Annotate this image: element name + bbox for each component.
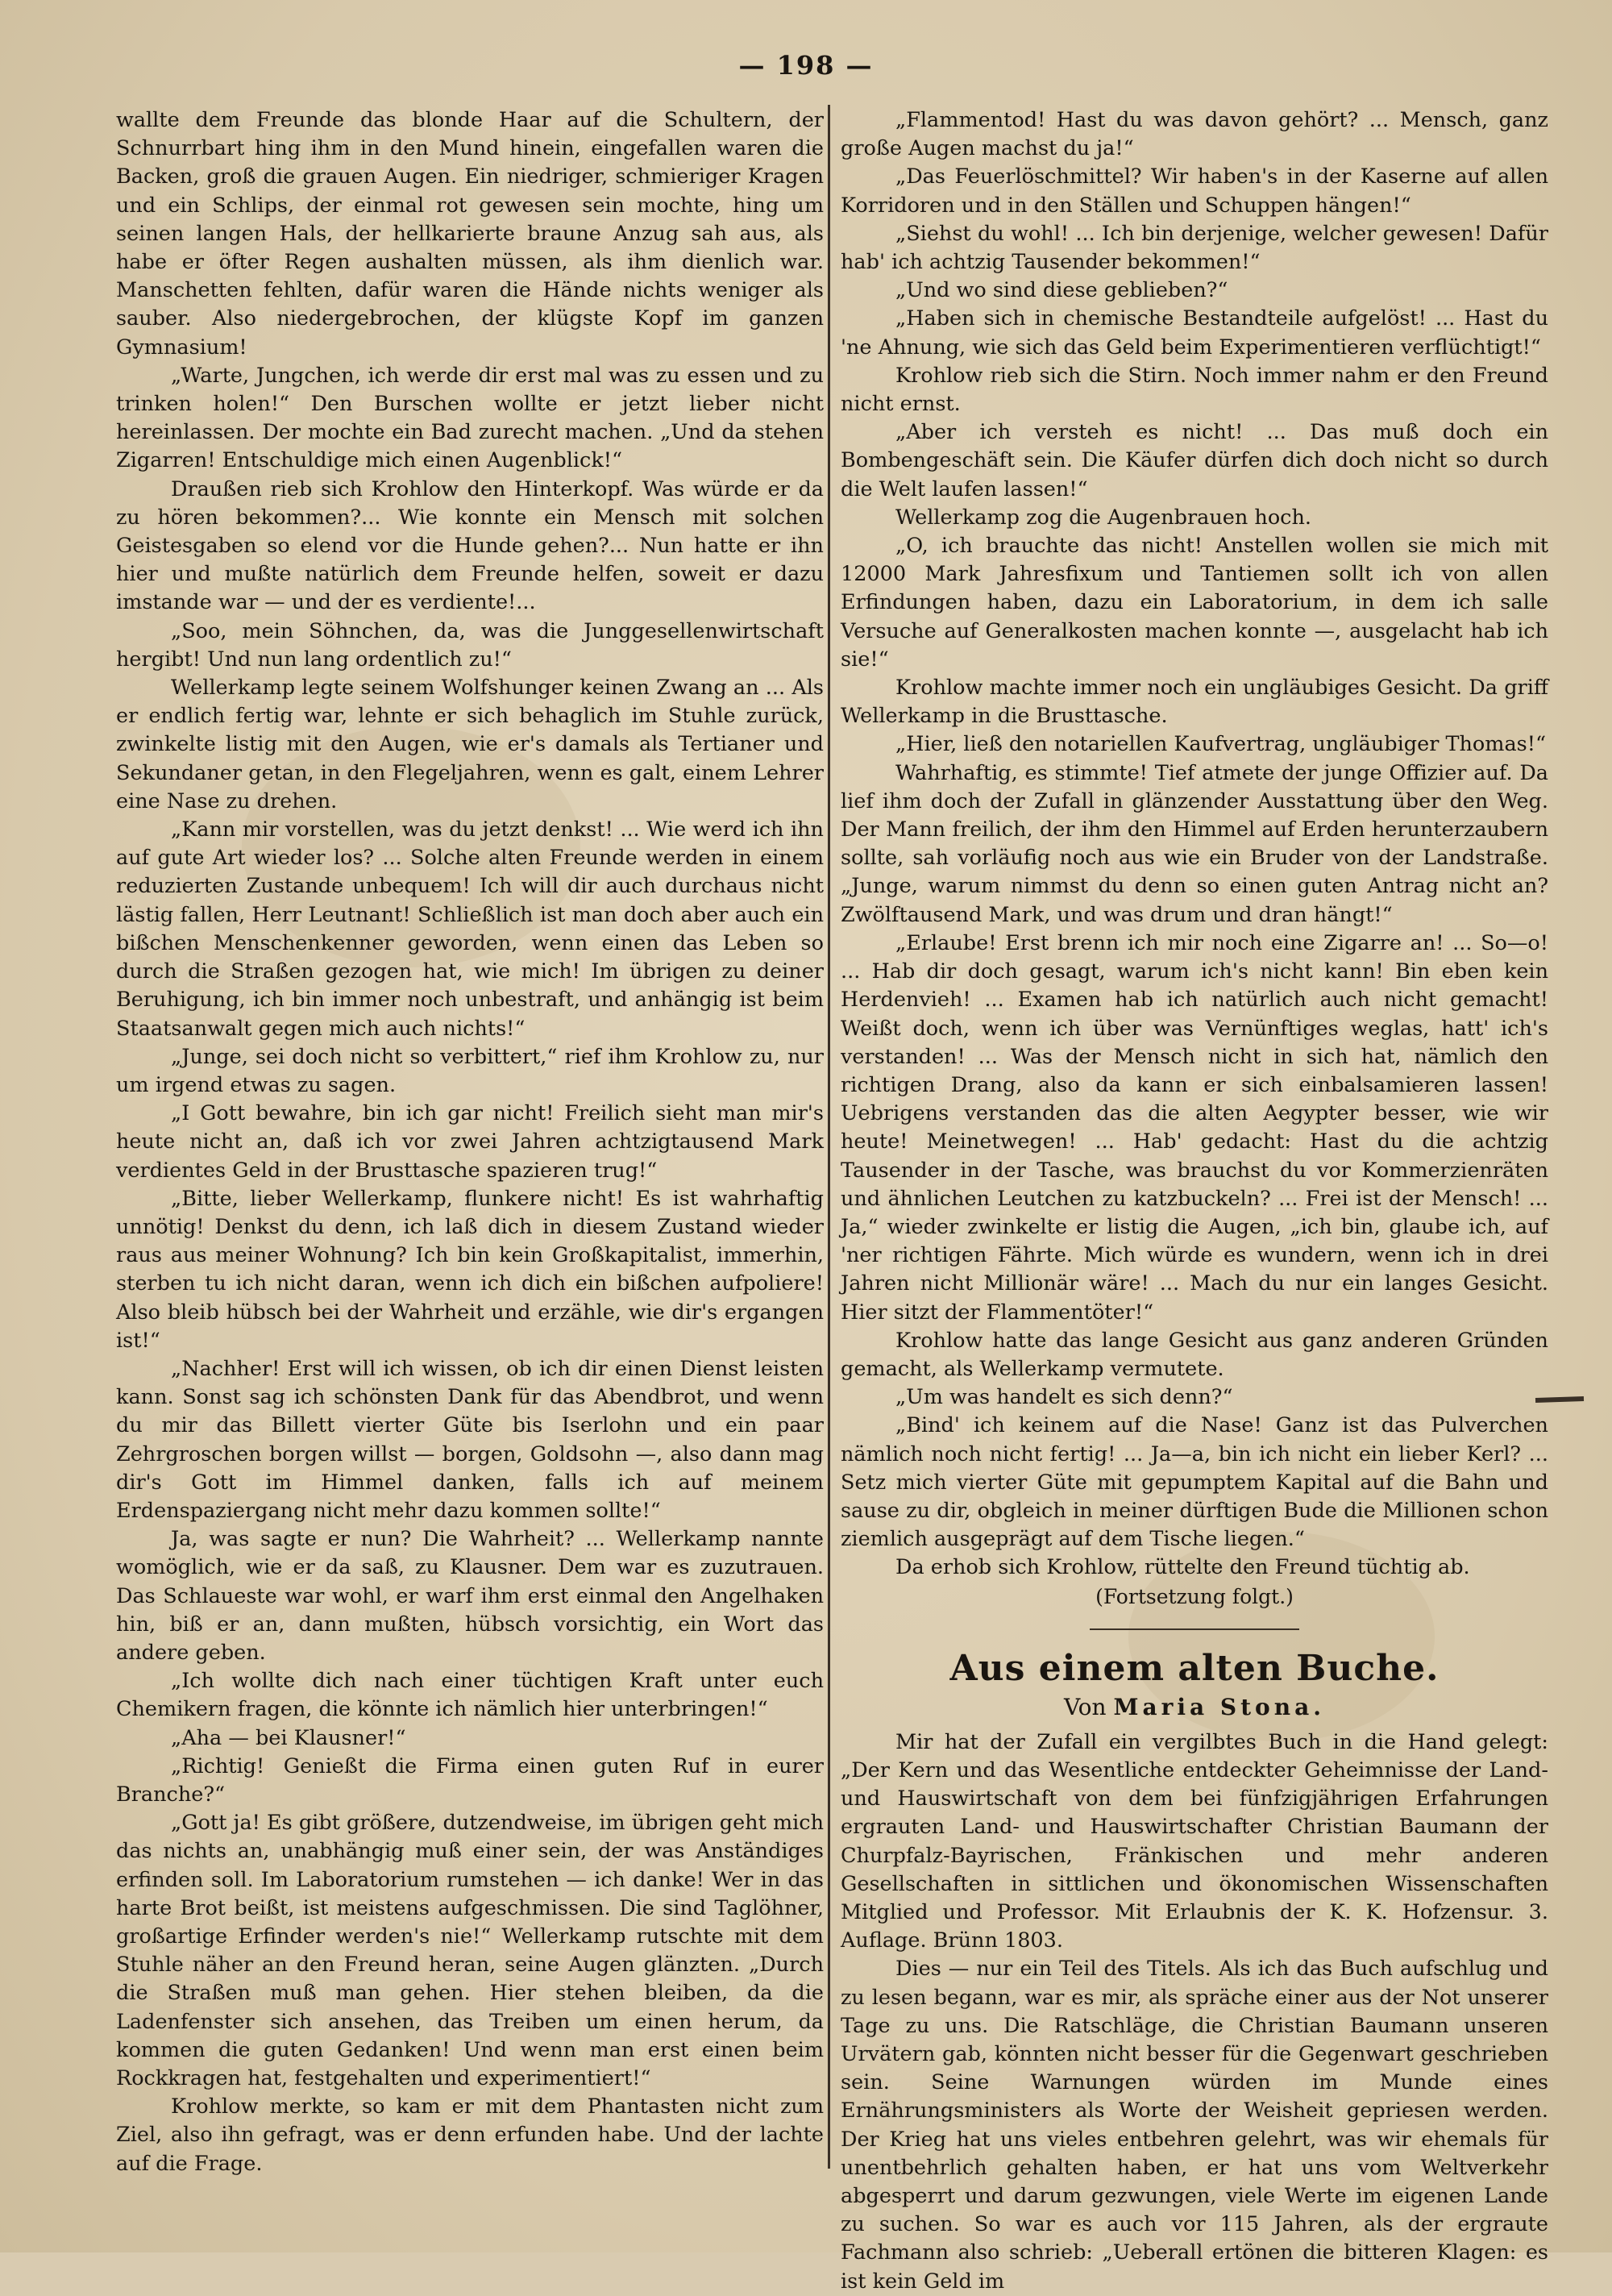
paragraph: „Junge, sei doch nicht so verbittert,“ rief ihm Krohlow zu, nur um irgend etwas zu sagen. <box>116 1044 824 1097</box>
paragraph: „Soo, mein Söhnchen, da, was die Junggesellenwirtschaft hergibt! Und nun lang ordentlich zu!“ <box>116 618 824 672</box>
paragraph: Krohlow merkte, so kam er mit dem Phantasten nicht zum Ziel, also ihn gefragt, was er denn erfunden habe. Und der lachte auf die Frage. <box>116 2094 824 2176</box>
page-number: — 198 — <box>738 50 874 81</box>
paragraph: „Flammentod! Hast du was davon gehört? ... Mensch, ganz große Augen machst du ja!“ <box>841 108 1548 161</box>
column-divider <box>828 105 830 2169</box>
paragraph: „Kann mir vorstellen, was du jetzt denkst! ... Wie werd ich ihn auf gute Art wieder los? ... Solche alten Freunde werden in einem reduzierten Zustande unbequem! Ich will dir auch durchaus nicht lästig fallen, Herr Leutnant! Schließlich ist man doch aber auch ein bißchen Menschenkenner geworden, wenn einen das Leben so durch die Straßen gezogen hat, wie mich! Im übrigen zu deiner Beruhigung, ich bin immer noch unbestraft, und anhängig ist beim Staatsanwalt gegen mich auch nichts!“ <box>116 817 824 1041</box>
paragraph: Krohlow rieb sich die Stirn. Noch immer nahm er den Freund nicht ernst. <box>841 363 1548 417</box>
paragraph: „Aber ich versteh es nicht! ... Das muß doch ein Bombengeschäft sein. Die Käufer dürfen dich doch nicht so durch die Welt laufen lassen!“ <box>841 420 1548 501</box>
paragraph: „Bitte, lieber Wellerkamp, flunkere nicht! Es ist wahrhaftig unnötig! Denkst du denn, ich laß dich in diesem Zustand wieder raus aus meiner Wohnung? Ich bin kein Großkapitalist, immerhin, sterben tu ich nicht daran, wenn ich dich ein bißchen aufpoliere! Also bleib hübsch bei der Wahrheit und erzähle, wie dir's ergangen ist!“ <box>116 1186 824 1353</box>
paragraph: „Und wo sind diese geblieben?“ <box>895 278 1228 303</box>
margin-mark <box>1535 1396 1584 1403</box>
paragraph: Ja, was sagte er nun? Die Wahrheit? ... Wellerkamp nannte womöglich, wie er da saß, zu Klausner. Dem war es zuzutrauen. Das Schlaueste war wohl, er warf ihm erst einmal den Angelhaken hin, biß er an, dann mußten, hübsch vorsichtig, ein Wort das andere geben. <box>116 1527 824 1665</box>
continuation-note: (Fortsetzung folgt.) <box>1095 1584 1294 1608</box>
paragraph: „I Gott bewahre, bin ich gar nicht! Freilich sieht man mir's heute nicht an, daß ich vor zwei Jahren achtzigtausend Mark verdientes Geld in der Brusttasche spazieren trug!“ <box>116 1101 824 1183</box>
paragraph: „Ich wollte dich nach einer tüchtigen Kraft unter euch Chemikern fragen, die könnte ich nämlich hier unterbringen!“ <box>116 1669 824 1722</box>
paragraph: „Nachher! Erst will ich wissen, ob ich dir einen Dienst leisten kann. Sonst sag ich schönsten Dank für das Abendbrot, und wenn du mir das Billett vierter Güte bis Iserlohn und ein paar Zehrgroschen borgen willst — borgen, Goldsohn —, also dann mag dir's Gott im Himmel danken, falls ich auf meinem Erdenspaziergang nicht mehr dazu kommen sollte!“ <box>116 1356 824 1523</box>
paragraph: „Aha — bei Klausner!“ <box>171 1725 406 1750</box>
author-name: Maria Stona. <box>1113 1693 1325 1720</box>
paragraph: Krohlow machte immer noch ein ungläubiges Gesicht. Da griff Wellerkamp in die Brusttasche. <box>841 676 1548 729</box>
paragraph: Da erhob sich Krohlow, rüttelte den Freund tüchtig ab. <box>895 1555 1470 1580</box>
paragraph: „Erlaube! Erst brenn ich mir noch eine Zigarre an! ... So—o! ... Hab dir doch gesagt, warum ich's nicht kann! Bin eben kein Herdenvieh! ... Examen hab ich natürlich auch nicht gemacht! Weißt doch, wenn ich über was Vernünftiges weglas, hatt' ich's verstanden! ... Was der Mensch nicht in sich hat, nämlich den richtigen Drang, also da kann er sich einbalsamieren lassen! Uebrigens verstanden das die alten Aegypter besser, wie wir heute! Meinetwegen! ... Hab' gedacht: Hast du die achtzig Tausender in der Tasche, was brauchst du vor Kommerzienräten und ähnlichen Leutchen zu katzbuckeln? ... Frei ist der Mensch! ... Ja,“ wieder zwinkelte er listig die Augen, „ich bin, glaube ich, auf 'ner richtigen Fährte. Mich würde es wundern, wenn ich in drei Jahren nicht Millionär wäre! ... Mach du nur ein langes Gesicht. Hier sitzt der Flammentöter!“ <box>841 930 1548 1325</box>
paragraph: Krohlow hatte das lange Gesicht aus ganz anderen Gründen gemacht, als Wellerkamp vermutete. <box>841 1328 1548 1381</box>
article-separator <box>1090 1628 1299 1630</box>
paragraph: Dies — nur ein Teil des Titels. Als ich das Buch aufschlug und zu lesen begann, war es mir, als spräche einer aus der Not unserer Tage zu uns. Die Ratschläge, die Christian Baumann unseren Urvätern gab, könnten nicht besser für die Gegenwart geschrieben sein. Seine Warnungen würden im Munde eines Ernährungsministers als Worte der Weisheit gepriesen werden. Der Krieg hat uns vieles entbehren gelehrt, was wir ehemals für unentbehrlich gehalten haben, er hat uns vom Weltverkehr abgesperrt und darum gezwungen, viele Werte im eigenen Lande zu suchen. So war es auch vor 115 Jahren, als der ergraute Fachmann also schrieb: „Ueberall ertönen die bitteren Klagen: es ist kein Geld im <box>841 1957 1548 2294</box>
paragraph: „Hier, ließ den notariellen Kaufvertrag, ungläubiger Thomas!“ <box>895 732 1547 757</box>
right-column <box>841 106 1548 2296</box>
paragraph: Wahrhaftig, es stimmte! Tief atmete der junge Offizier auf. Da lief ihm doch der Zufall in glänzender Ausstattung über den Weg. Der Mann freilich, der ihm den Himmel auf Erden herunterzaubern sollte, sah vorläufig noch aus wie ein Bruder von der Landstraße. „Junge, warum nimmst du denn so einen guten Antrag nicht an? Zwölftausend Mark, und was drum und dran hängt!“ <box>841 760 1548 927</box>
paragraph: wallte dem Freunde das blonde Haar auf die Schultern, der Schnurrbart hing ihm in den Mund hinein, eingefallen waren die Backen, groß die grauen Augen. Ein niedriger, schmieriger Kragen und ein Schlips, der einmal rot gewesen sein mochte, hing um seinen langen Hals, der hellkarierte braune Anzug sah aus, als habe er öfter Regen aushalten müssen, als ihm dienlich war. Manschetten fehlten, dafür waren die Hände nichts weniger als sauber. Also niedergebrochen, der klügste Kopf im ganzen Gymnasium! <box>116 108 824 360</box>
paragraph: Wellerkamp legte seinem Wolfshunger keinen Zwang an ... Als er endlich fertig war, lehnte er sich behaglich im Stuhle zurück, zwinkelte listig mit den Augen, wie er's damals als Tertianer und Sekundaner getan, in den Flegeljahren, wenn es galt, einem Lehrer eine Nase zu drehen. <box>116 676 824 813</box>
paragraph: „Um was handelt es sich denn?“ <box>895 1385 1233 1410</box>
story-continuation <box>841 106 1548 1583</box>
author-prefix: Von <box>1064 1693 1107 1720</box>
paragraph: Draußen rieb sich Krohlow den Hinterkopf. Was würde er da zu hören bekommen?... Wie konnte ein Mensch mit solchen Geistesgaben so elend vor die Hunde gehen?... Nun hatte er ihn hier und mußte natürlich dem Freunde helfen, soweit er dazu imstande war — und der es verdiente!... <box>116 476 824 615</box>
article-title: Aus einem alten Buche. <box>949 1647 1440 1689</box>
paragraph: „Bind' ich keinem auf die Nase! Ganz ist das Pulverchen nämlich noch nicht fertig! ... Ja—a, bin ich nicht ein lieber Kerl? ... Setz mich vierter Güte mit gepumptem Kapital auf die Bahn und sause zu dir, obgleich in meiner dürftigen Bude die Millionen schon ziemlich ausgeprägt auf dem Tische liegen.“ <box>841 1413 1548 1552</box>
paragraph: „Richtig! Genießt die Firma einen guten Ruf in eurer Branche?“ <box>116 1753 824 1807</box>
paragraph: „Das Feuerlöschmittel? Wir haben's in der Kaserne auf allen Korridoren und in den Ställen und Schuppen hängen!“ <box>841 164 1548 218</box>
paragraph: „Gott ja! Es gibt größere, dutzendweise, im übrigen geht mich das nichts an, unabhängig muß einer sein, der was Anständiges erfinden soll. Im Laboratorium rumstehen — ich danke! Wer in das harte Brot beißt, ist meistens aufgeschmissen. Die sind Taglöhner, großartige Erfinder werden's nie!“ Wellerkamp rutschte mit dem Stuhle näher an den Freund heran, seine Augen glänzten. „Durch die Straßen muß man gehen. Hier stehen bleiben, da die Ladenfenster sich ansehen, das Treiben um einen herum, da kommen die guten Gedanken! Und wenn man erst einen beim Rockkragen hat, festgehalten und experimentiert!“ <box>116 1811 824 2091</box>
paragraph: „O, ich brauchte das nicht! Anstellen wollen sie mich mit 12000 Mark Jahresfixum und Tantiemen sollt ich von allen Erfindungen haben, dazu ein Laboratorium, in dem ich salle Versuche auf Generalkosten machen konnte —, ausgelacht hab ich sie!“ <box>841 534 1548 672</box>
article-byline <box>841 1691 1548 1724</box>
article-body <box>841 1728 1548 2296</box>
paragraph: „Warte, Jungchen, ich werde dir erst mal was zu essen und zu trinken holen!“ Den Burschen wollte er jetzt lieber nicht hereinlassen. Der mochte ein Bad zurecht machen. „Und da stehen Zigarren! Entschuldige mich einen Augenblick!“ <box>116 363 824 473</box>
paragraph: „Haben sich in chemische Bestandteile aufgelöst! ... Hast du 'ne Ahnung, wie sich das Geld beim Experimentieren verflüchtigt!“ <box>841 306 1548 360</box>
paragraph: Wellerkamp zog die Augenbrauen hoch. <box>895 505 1311 530</box>
paragraph: Mir hat der Zufall ein vergilbtes Buch in die Hand gelegt: „Der Kern und das Wesentliche entdeckter Geheimnisse der Land- und Hauswirtschaft von dem bei fünfzigjährigen Erfahrungen ergrauten Land- und Hauswirtschafter Christian Baumann der Churpfalz-Bayrischen, Fränkischen und mehr anderen Gesellschaften in sittlichen und ökonomischen Wissenschaften Mitglied und Professor. Mit Erlaubnis der K. K. Hofzensur. 3. Auflage. Brünn 1803. <box>841 1729 1548 1953</box>
left-column <box>116 106 824 2178</box>
paragraph: „Siehst du wohl! ... Ich bin derjenige, welcher gewesen! Dafür hab' ich achtzig Tausender bekommen!“ <box>841 221 1548 275</box>
